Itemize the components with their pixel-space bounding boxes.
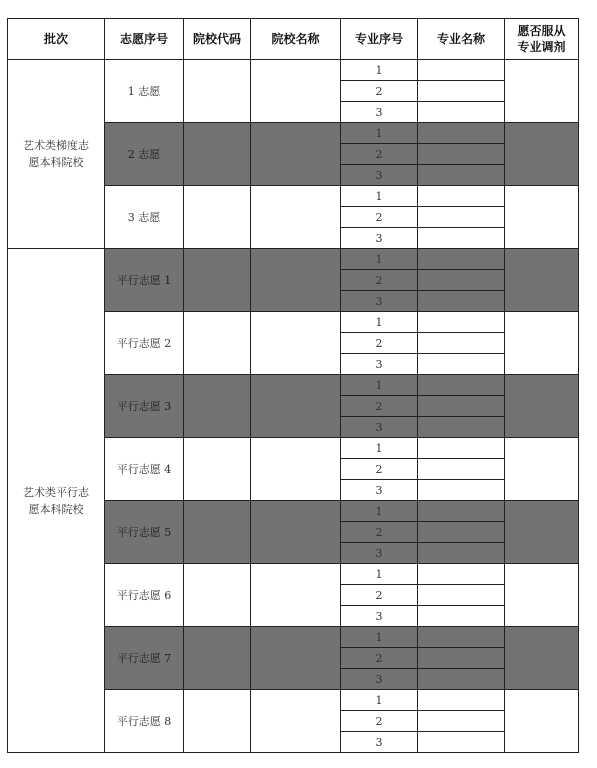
- major-number: 2: [341, 711, 418, 732]
- major-name-field[interactable]: [418, 627, 505, 648]
- major-name-field[interactable]: [418, 711, 505, 732]
- school-name-field[interactable]: [251, 501, 341, 564]
- adjust-field[interactable]: [505, 438, 579, 501]
- preference-label: 2 志愿: [105, 123, 184, 186]
- major-name-field[interactable]: [418, 312, 505, 333]
- major-number: 2: [341, 648, 418, 669]
- batch-cell: 艺术类梯度志 愿本科院校: [8, 60, 105, 249]
- school-code-field[interactable]: [184, 249, 251, 312]
- header-major-no: 专业序号: [341, 19, 418, 60]
- major-number: 1: [341, 627, 418, 648]
- major-number: 2: [341, 522, 418, 543]
- preference-label: 平行志愿 4: [105, 438, 184, 501]
- major-number: 1: [341, 501, 418, 522]
- header-school-code: 院校代码: [184, 19, 251, 60]
- header-major-name: 专业名称: [418, 19, 505, 60]
- major-number: 1: [341, 312, 418, 333]
- major-number: 1: [341, 438, 418, 459]
- preference-label: 平行志愿 5: [105, 501, 184, 564]
- major-number: 3: [341, 102, 418, 123]
- major-name-field[interactable]: [418, 81, 505, 102]
- major-number: 3: [341, 228, 418, 249]
- major-number: 2: [341, 585, 418, 606]
- preference-label: 平行志愿 2: [105, 312, 184, 375]
- major-name-field[interactable]: [418, 606, 505, 627]
- adjust-field[interactable]: [505, 186, 579, 249]
- major-name-field[interactable]: [418, 690, 505, 711]
- header-adjust: 愿否服从 专业调剂: [505, 19, 579, 60]
- preference-label: 平行志愿 1: [105, 249, 184, 312]
- major-name-field[interactable]: [418, 333, 505, 354]
- major-number: 2: [341, 81, 418, 102]
- major-number: 2: [341, 459, 418, 480]
- form-body: [8, 60, 579, 753]
- major-name-field[interactable]: [418, 291, 505, 312]
- school-name-field[interactable]: [251, 375, 341, 438]
- major-number: 3: [341, 606, 418, 627]
- major-name-field[interactable]: [418, 249, 505, 270]
- preference-label: 平行志愿 3: [105, 375, 184, 438]
- major-number: 3: [341, 291, 418, 312]
- major-name-field[interactable]: [418, 417, 505, 438]
- school-code-field[interactable]: [184, 312, 251, 375]
- adjust-field[interactable]: [505, 690, 579, 753]
- school-name-field[interactable]: [251, 186, 341, 249]
- major-number: 1: [341, 60, 418, 81]
- preference-label: 平行志愿 8: [105, 690, 184, 753]
- major-name-field[interactable]: [418, 375, 505, 396]
- major-number: 3: [341, 669, 418, 690]
- school-code-field[interactable]: [184, 375, 251, 438]
- major-number: 3: [341, 354, 418, 375]
- major-number: 2: [341, 396, 418, 417]
- school-name-field[interactable]: [251, 564, 341, 627]
- school-name-field[interactable]: [251, 438, 341, 501]
- major-number: 2: [341, 144, 418, 165]
- header-pref-no: 志愿序号: [105, 19, 184, 60]
- school-code-field[interactable]: [184, 627, 251, 690]
- major-name-field[interactable]: [418, 354, 505, 375]
- major-number: 2: [341, 333, 418, 354]
- table-row: [8, 249, 579, 270]
- school-code-field[interactable]: [184, 186, 251, 249]
- adjust-field[interactable]: [505, 501, 579, 564]
- major-name-field[interactable]: [418, 165, 505, 186]
- header-batch: 批次: [8, 19, 105, 60]
- major-name-field[interactable]: [418, 543, 505, 564]
- adjust-field[interactable]: [505, 312, 579, 375]
- adjust-field[interactable]: [505, 60, 579, 123]
- preference-label: 1 志愿: [105, 60, 184, 123]
- adjust-field[interactable]: [505, 627, 579, 690]
- school-name-field[interactable]: [251, 627, 341, 690]
- major-name-field[interactable]: [418, 648, 505, 669]
- school-code-field[interactable]: [184, 690, 251, 753]
- school-code-field[interactable]: [184, 123, 251, 186]
- school-name-field[interactable]: [251, 249, 341, 312]
- preference-label: 平行志愿 7: [105, 627, 184, 690]
- major-number: 1: [341, 123, 418, 144]
- major-name-field[interactable]: [418, 480, 505, 501]
- major-number: 2: [341, 270, 418, 291]
- preference-label: 3 志愿: [105, 186, 184, 249]
- batch-cell: 艺术类平行志 愿本科院校: [8, 249, 105, 753]
- major-number: 3: [341, 165, 418, 186]
- adjust-field[interactable]: [505, 249, 579, 312]
- major-name-field[interactable]: [418, 459, 505, 480]
- major-name-field[interactable]: [418, 585, 505, 606]
- major-number: 1: [341, 375, 418, 396]
- major-number: 2: [341, 207, 418, 228]
- school-name-field[interactable]: [251, 690, 341, 753]
- major-name-field[interactable]: [418, 60, 505, 81]
- major-number: 1: [341, 690, 418, 711]
- major-name-field[interactable]: [418, 669, 505, 690]
- school-code-field[interactable]: [184, 501, 251, 564]
- major-name-field[interactable]: [418, 270, 505, 291]
- volunteer-form-table: [7, 18, 579, 753]
- major-number: 1: [341, 186, 418, 207]
- major-number: 1: [341, 564, 418, 585]
- major-name-field[interactable]: [418, 102, 505, 123]
- header-row: [8, 19, 579, 60]
- school-name-field[interactable]: [251, 60, 341, 123]
- major-number: 3: [341, 732, 418, 753]
- major-name-field[interactable]: [418, 438, 505, 459]
- major-name-field[interactable]: [418, 564, 505, 585]
- major-name-field[interactable]: [418, 207, 505, 228]
- school-name-field[interactable]: [251, 312, 341, 375]
- school-code-field[interactable]: [184, 60, 251, 123]
- adjust-field[interactable]: [505, 123, 579, 186]
- header-school-name: 院校名称: [251, 19, 341, 60]
- major-number: 3: [341, 543, 418, 564]
- major-name-field[interactable]: [418, 396, 505, 417]
- major-name-field[interactable]: [418, 501, 505, 522]
- major-number: 3: [341, 480, 418, 501]
- table-row: [8, 60, 579, 81]
- major-name-field[interactable]: [418, 123, 505, 144]
- school-code-field[interactable]: [184, 564, 251, 627]
- adjust-field[interactable]: [505, 375, 579, 438]
- major-name-field[interactable]: [418, 732, 505, 753]
- major-name-field[interactable]: [418, 522, 505, 543]
- major-number: 3: [341, 417, 418, 438]
- preference-label: 平行志愿 6: [105, 564, 184, 627]
- school-code-field[interactable]: [184, 438, 251, 501]
- major-name-field[interactable]: [418, 186, 505, 207]
- major-name-field[interactable]: [418, 228, 505, 249]
- major-name-field[interactable]: [418, 144, 505, 165]
- major-number: 1: [341, 249, 418, 270]
- adjust-field[interactable]: [505, 564, 579, 627]
- school-name-field[interactable]: [251, 123, 341, 186]
